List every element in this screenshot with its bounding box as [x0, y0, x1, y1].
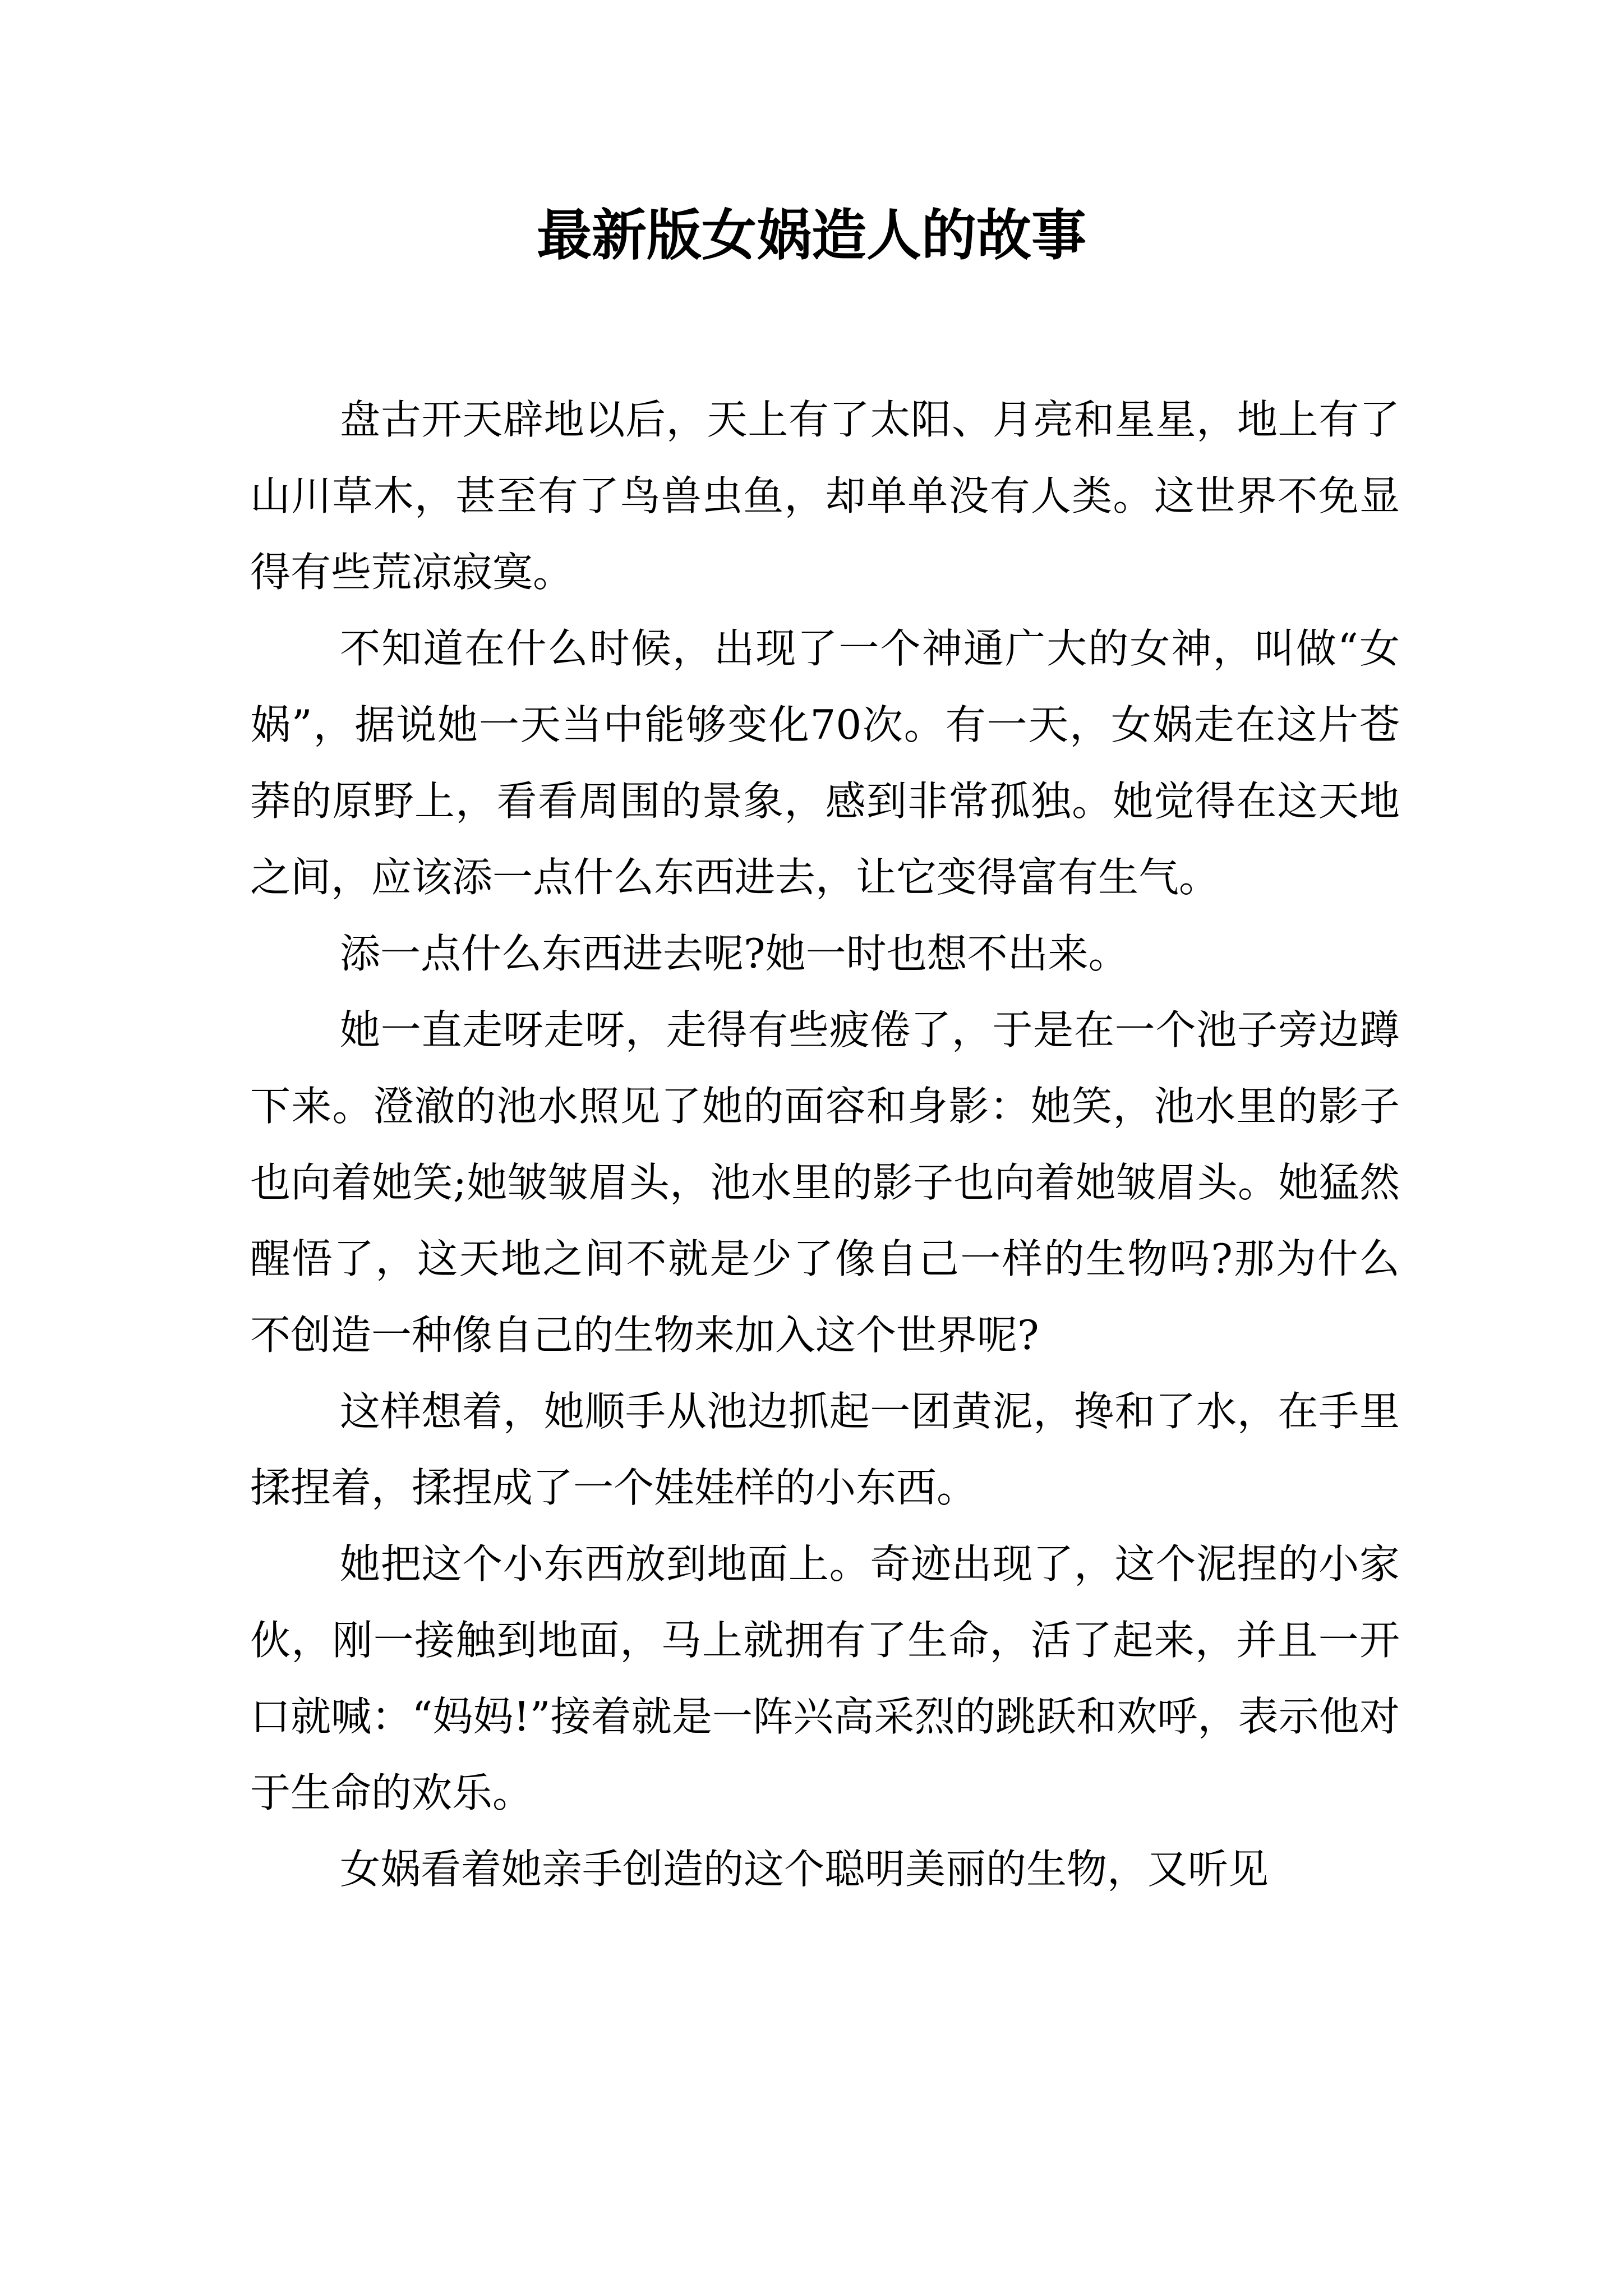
document-body: [250, 381, 1400, 1907]
paragraph: 她一直走呀走呀，走得有些疲倦了，于是在一个池子旁边蹲下来。澄澈的池水照见了她的面容和身影：她笑，池水里的影子也向着她笑;她皱皱眉头，池水里的影子也向着她皱眉头。她猛然醒悟了，这天地之间不就是少了像自己一样的生物吗?那为什么不创造一种像自己的生物来加入这个世界呢?: [250, 1006, 1400, 1359]
paragraph: 盘古开天辟地以后，天上有了太阳、月亮和星星，地上有了山川草木，甚至有了鸟兽虫鱼，却单单没有人类。这世界不免显得有些荒凉寂寞。: [250, 396, 1400, 596]
paragraph: 她把这个小东西放到地面上。奇迹出现了，这个泥捏的小家伙，刚一接触到地面，马上就拥有了生命，活了起来，并且一开口就喊：“妈妈!”接着就是一阵兴高采烈的跳跃和欢呼，表示他对于生命的欢乐。: [250, 1540, 1400, 1816]
paragraph: 女娲看着她亲手创造的这个聪明美丽的生物，又听见: [340, 1846, 1269, 1893]
paragraph: 添一点什么东西进去呢?她一时也想不出来。: [340, 930, 1129, 977]
document-title: 最新版女娲造人的故事: [536, 203, 1086, 268]
paragraph: 不知道在什么时候，出现了一个神通广大的女神，叫做“女娲”，据说她一天当中能够变化70次。有一天，女娲走在这片苍莽的原野上，看看周围的景象，感到非常孤独。她觉得在这天地之间，应该添一点什么东西进去，让它变得富有生气。: [250, 625, 1400, 901]
paragraph: 这样想着，她顺手从池边抓起一团黄泥，搀和了水，在手里揉捏着，揉捏成了一个娃娃样的小东西。: [250, 1388, 1400, 1511]
